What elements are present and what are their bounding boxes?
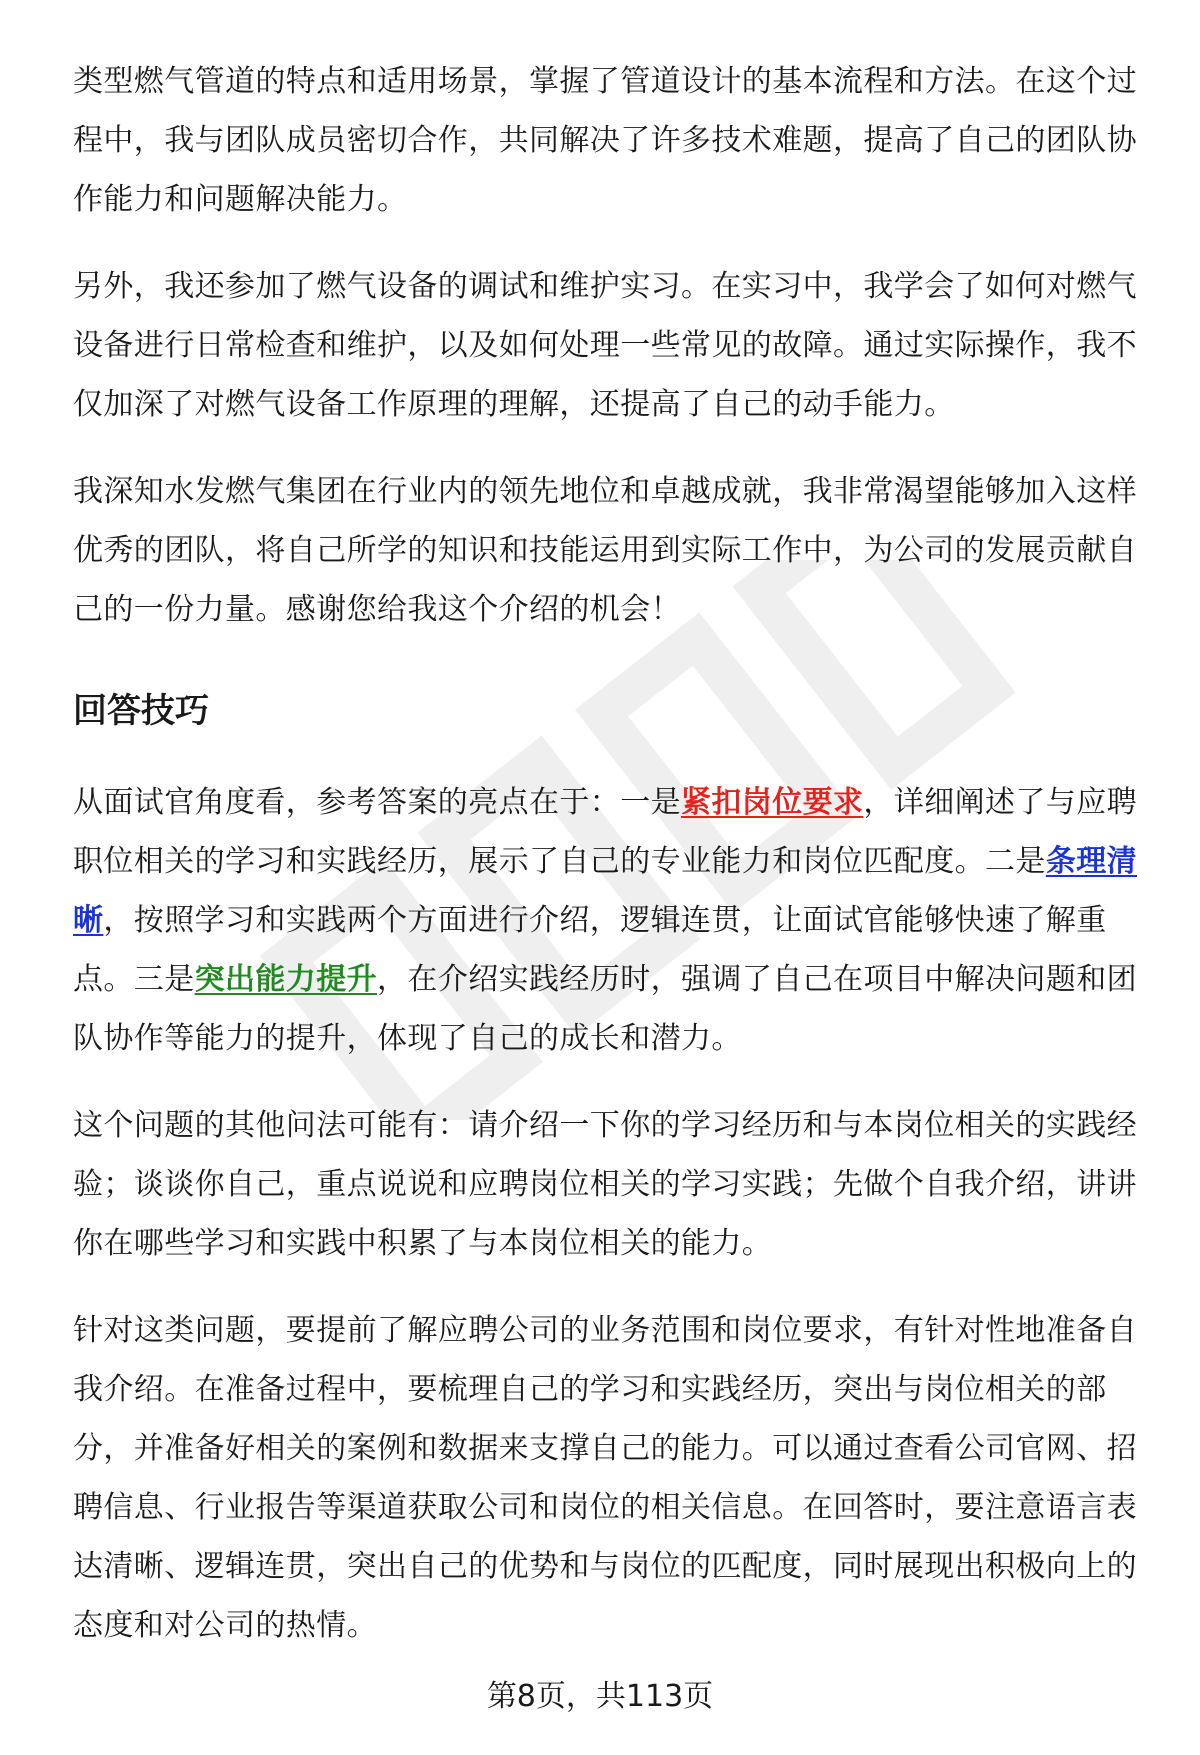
- paragraph-preparation-advice: 针对这类问题，要提前了解应聘公司的业务范围和岗位要求，有针对性地准备自我介绍。在准备过程中，要梳理自己的学习和实践经历，突出与岗位相关的部分，并准备好相关的案例和数据来支撑自己的能力。可以通过查看公司官网、招聘信息、行业报告等渠道获取公司和岗位的相关信息。在回答时，要注意语言表达清晰、逻辑连贯，突出自己的优势和与岗位的匹配度，同时展现出积极向上的态度和对公司的热情。: [73, 1313, 1137, 1643]
- page-number-footer: 第8页，共113页: [486, 1679, 714, 1714]
- tips-text-4: ，在介绍实践经历时，强调了自己在项目中解决问题和团队协作等能力的提升，体现了自己的成长和潜力。: [73, 962, 1138, 1056]
- highlight-ability-improvement: 突出能力提升: [194, 962, 378, 997]
- tips-text-3: ，按照学习和实践两个方面进行介绍，逻辑连贯，让面试官能够快速了解重点。三是: [73, 903, 1107, 997]
- tips-text-2: ，详细阐述了与应聘职位相关的学习和实践经历，展示了自己的专业能力和岗位匹配度。二是: [73, 785, 1138, 879]
- paragraph-project-experience: 类型燃气管道的特点和适用场景，掌握了管道设计的基本流程和方法。在这个过程中，我与团队成员密切合作，共同解决了许多技术难题，提高了自己的团队协作能力和问题解决能力。: [73, 64, 1137, 217]
- paragraph-alternative-questions: 这个问题的其他问法可能有：请介绍一下你的学习经历和与本岗位相关的实践经验；谈谈你自己，重点说说和应聘岗位相关的学习实践；先做个自我介绍，讲讲你在哪些学习和实践中积累了与本岗位相关的能力。: [73, 1108, 1137, 1261]
- highlight-clear-structure: 条理清晰: [73, 844, 1138, 938]
- tips-text-1: 从面试官角度看，参考答案的亮点在于：一是: [73, 785, 681, 820]
- content-area: [73, 52, 1148, 1683]
- paragraph-closing-statement: 我深知水发燃气集团在行业内的领先地位和卓越成就，我非常渴望能够加入这样优秀的团队，将自己所学的知识和技能运用到实际工作中，为公司的发展贡献自己的一份力量。感谢您给我这个介绍的机会！: [73, 474, 1137, 627]
- highlight-job-requirements: 紧扣岗位要求: [681, 785, 864, 820]
- section-heading: 回答技巧: [73, 691, 209, 731]
- paragraph-equipment-internship: 另外，我还参加了燃气设备的调试和维护实习。在实习中，我学会了如何对燃气设备进行日常检查和维护，以及如何处理一些常见的故障。通过实际操作，我不仅加深了对燃气设备工作原理的理解，还提高了自己的动手能力。: [73, 269, 1137, 422]
- paragraph-answer-tips: [73, 773, 1148, 1068]
